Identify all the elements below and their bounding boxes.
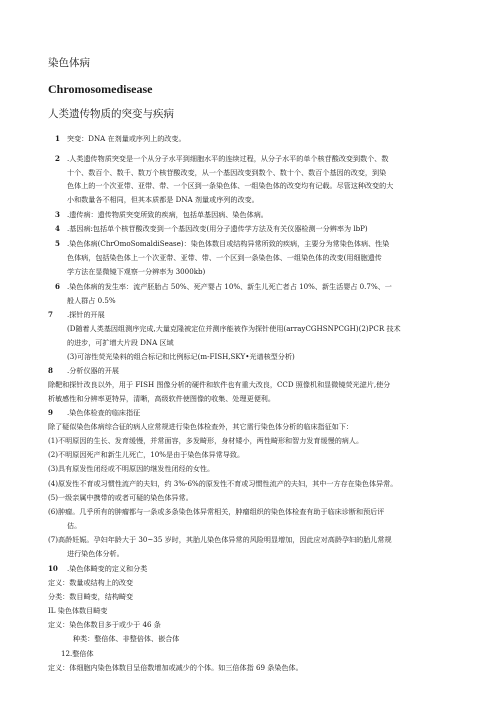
text-line: 种类：整倍体、非整倍体、嵌合体 — [73, 634, 180, 643]
text-line: (5)一级亲属中携带的或者可疑的染色体异常。 — [48, 493, 193, 502]
text-line: (2)不明原因死产和新生儿死亡，10%是由于染色体异常导致。 — [48, 450, 245, 459]
text-line: (4)原发性不育或习惯性流产的夫妇，约 3%-6%的原发性不育或习惯性流产的夫妇，其中一方存在染色体异常。 — [48, 479, 398, 488]
section-heading: 人类遗传物质的突变与疾病 — [48, 108, 174, 120]
text-line: 色体上的一个次亚带、亚带、带、一个区到一条染色体、一组染色体的改变均有记载。尽管这种改变的大 — [67, 181, 394, 190]
text-line: (6)肿瘤。几乎所有的肿瘤都与一条或多条染色体异常相关，肿瘤组织的染色体检查有助于临床诊断和预后评 — [48, 507, 385, 516]
text-line: IL 染色体数目畸变 — [48, 606, 108, 615]
text-line: 定义：体细胞内染色体数目呈倍数增加或减少的个体。如三倍体指 69 条染色体。 — [48, 663, 303, 672]
text-line: 12.整倍体 — [61, 649, 94, 658]
text-line: 色体病，包括染色体上一个次亚带、亚带、带、一个区到一条染色体、一组染色体的改变(用细胞遗传 — [67, 253, 382, 262]
text-line: .染色体检查的临床指征 — [67, 408, 141, 417]
item-number: 2 — [55, 154, 60, 163]
text-line: 除靶和探针改良以外，用于 FISH 图像分析的硬件和软件也有重大改良，CCD 照像机和显微镜荧光滤片,使分 — [48, 380, 391, 389]
text-line: .基因病:包括单个核苷酸改变到一个基因改变(用分子遗传学方法及有关仪器检测一分辨率为 lbP) — [67, 224, 368, 233]
text-line: (3)可溶性荧光染料的组合标记和比例标记(m-FISH,SKY•光谱核型分析) — [67, 352, 295, 361]
text-line: .染色体畸变的定义和分类 — [67, 564, 148, 573]
text-line: 析敏感性和分辨率更特异，清晰，高级软件使图像的收集、处理更便利。 — [48, 394, 275, 403]
text-line: (1)不明原因的生长、发育缓慢，并常面容，多发畸形，身材矮小，两性畸形和智力发育缓慢的病人。 — [48, 436, 364, 445]
text-line: 小和数量各不相同，但其本质都是 DNA 剂量或序列的改变。 — [67, 195, 259, 204]
text-line: (D随着人类基因组测序完成,大量克隆被定位并测序能被作为探针使用(arrayCGHSNPCGH)(2)PCR 技术 — [67, 324, 401, 333]
text-line: .探针的开展 — [67, 310, 105, 319]
text-line: .染色体病(ChrOmoSomaldiSease)：染色体数目或结构异常所致的疾病，主要分为常染色体病、性染 — [67, 239, 390, 248]
item-number: 5 — [55, 239, 60, 248]
text-line: 般人群占 0.5% — [67, 296, 116, 305]
text-line: 学方法在显微镜下观察一分辨率为 3000kb) — [67, 267, 206, 276]
item-number: 4 — [55, 224, 60, 233]
doc-subtitle: Chromosomedisease — [48, 82, 153, 96]
item-number: 6 — [55, 282, 60, 291]
item-number: 1 — [55, 134, 60, 143]
text-line: 的进步，可扩增大片段 DNA 区域 — [67, 338, 174, 347]
text-line: 定义：数量或结构上的改变 — [48, 578, 134, 587]
item-number: 10 — [48, 564, 58, 573]
text-line: 除了疑似染色体病综合征的病人应常规进行染色体检查外，其它需行染色体分析的临床指征如下： — [48, 422, 354, 431]
text-line: 分类：数目畸变，结构畸变 — [48, 592, 134, 601]
text-line: (7)高龄妊娠。孕妇年龄大于 30~35 岁时，其胎儿染色体异常的风险明显增加，因此应对高龄孕妇的胎儿常规 — [48, 535, 392, 544]
item-number: 7 — [48, 310, 53, 319]
doc-title: 染色体病 — [48, 57, 90, 69]
item-number: 9 — [48, 408, 53, 417]
text-line: (3)具有原发性闭经或不明原因的继发性闭经的女性。 — [48, 464, 215, 473]
text-line: 定义：染色体数目多于或少于 46 条 — [48, 620, 161, 629]
item-number: 3 — [55, 210, 60, 219]
text-line: .分析仪器的开展 — [67, 366, 119, 375]
text-line: .染色体病的发生率：流产胚胎占 50%、死产婴占 10%、新生儿死亡者占 10%、新生活婴占 0.7%、一 — [67, 282, 392, 291]
text-line: 进行染色体分析。 — [67, 549, 124, 558]
text-line: .人类遗传物质突变是一个从分子水平到细胞水平的连续过程，从分子水平的单个核苷酸改变到数个、数 — [67, 154, 389, 163]
text-line: 估。 — [67, 521, 82, 530]
item-number: 8 — [48, 366, 53, 375]
text-line: .遗传病：遗传物质突变所致的疾病，包括单基因病、染色体病。 — [67, 210, 268, 219]
text-line: 十个、数百个、数千、数万个核苷酸改变，从一个基因改变到数个、数十个、数百个基因的改变，到染 — [67, 168, 387, 177]
text-line: 突变：DNA 在剂量或序列上的改变。 — [67, 134, 186, 143]
